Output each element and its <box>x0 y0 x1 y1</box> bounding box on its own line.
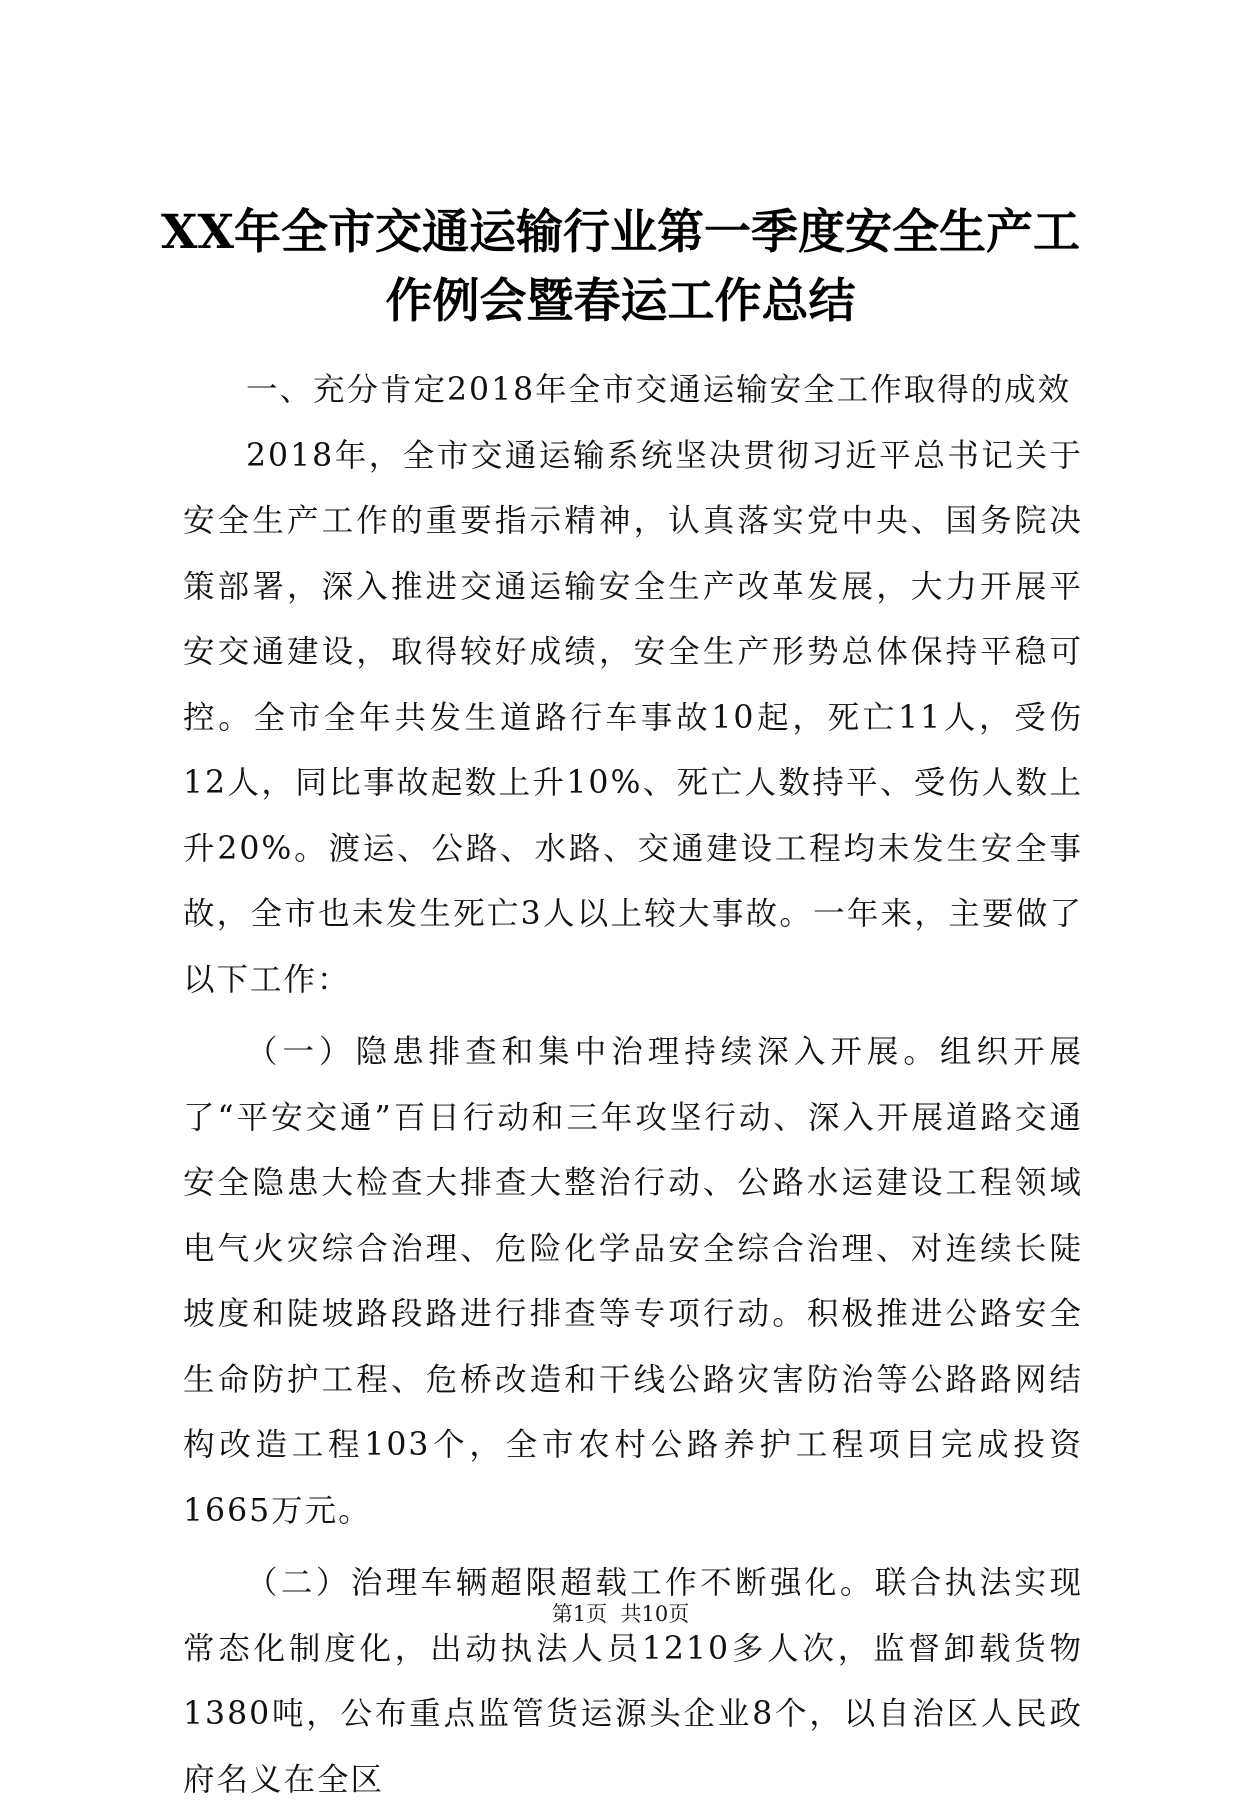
paragraph-summary: 2018年，全市交通运输系统坚决贯彻习近平总书记关于安全生产工作的重要指示精神，认真落实党中央、国务院决策部署，深入推进交通运输安全生产改革发展，大力开展平安交通建设，取得较好成绩，安全生产形势总体保持平稳可控。全市全年共发生道路行车事故10起，死亡11人，受伤12人，同比事故起数上升10%、死亡人数持平、受伤人数上升20%。渡运、公路、水路、交通建设工程均未发生安全事故，全市也未发生死亡3人以上较大事故。一年来，主要做了以下工作： <box>183 437 1083 998</box>
paragraph-item-1: （一）隐患排查和集中治理持续深入开展。组织开展了“平安交通”百日行动和三年攻坚行动、深入开展道路交通安全隐患大检查大排查大整治行动、公路水运建设工程领域电气火灾综合治理、危险化学品安全综合治理、对连续长陡坡度和陡坡路段路进行排查等专项行动。积极推进公路安全生命防护工程、危桥改造和干线公路灾害防治等公路路网结构改造工程103个，全市农村公路养护工程项目完成投资1665万元。 <box>183 1034 1083 1529</box>
page-footer <box>0 1598 1241 1628</box>
document-title-line-2: 作例会暨春运工作总结 <box>385 274 856 329</box>
document-body <box>183 358 1083 1813</box>
document-title-line-1: XX年全市交通运输行业第一季度安全生产工 <box>161 205 1080 260</box>
paragraph-item-2: （二）治理车辆超限超载工作不断强化。联合执法实现常态化制度化，出动执法人员1210多人次，监督卸载货物1380吨，公布重点监管货运源头企业8个，以自治区人民政府名义在全区 <box>183 1565 1083 1798</box>
page-number: 第1页 共10页 <box>551 1602 690 1626</box>
section-heading: 一、充分肯定2018年全市交通运输安全工作取得的成效 <box>246 372 1072 408</box>
